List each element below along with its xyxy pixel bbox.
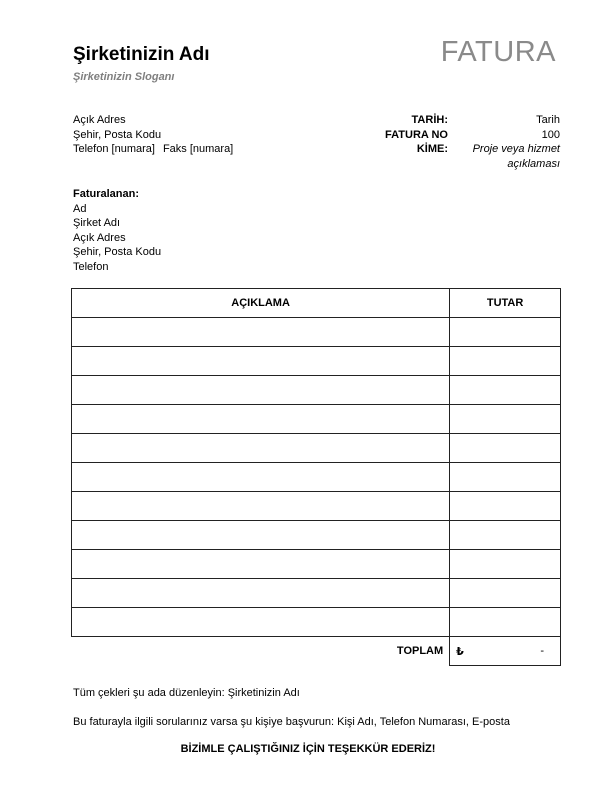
description-cell[interactable]: [72, 608, 450, 637]
invoice-no-label: FATURA NO: [385, 128, 448, 141]
amount-cell[interactable]: [450, 347, 561, 376]
amount-cell[interactable]: [450, 492, 561, 521]
table-row: [72, 318, 561, 347]
sender-city: Şehir, Posta Kodu: [73, 128, 162, 141]
meta-date-row: [360, 113, 560, 128]
description-cell[interactable]: [72, 463, 450, 492]
description-cell[interactable]: [72, 376, 450, 405]
sender-address-block: [73, 113, 233, 157]
meta-invoice-no-row: [360, 128, 560, 143]
checks-note: Tüm çekleri şu ada düzenleyin: Şirketinizin Adı: [73, 687, 300, 699]
bill-to-block: [73, 187, 161, 274]
description-cell[interactable]: [72, 492, 450, 521]
sender-contact: [73, 142, 233, 157]
description-cell[interactable]: [72, 550, 450, 579]
invoice-meta: [360, 113, 560, 171]
amount-cell[interactable]: [450, 608, 561, 637]
table-row: [72, 463, 561, 492]
items-table: [71, 288, 561, 666]
amount-cell[interactable]: [450, 434, 561, 463]
company-slogan: Şirketinizin Sloganı: [73, 71, 175, 83]
amount-cell[interactable]: [450, 376, 561, 405]
table-row: [72, 492, 561, 521]
table-row: [72, 347, 561, 376]
table-row: [72, 521, 561, 550]
description-cell[interactable]: [72, 521, 450, 550]
invoice-no-value: 100: [541, 128, 560, 141]
thank-you-message: BİZİMLE ÇALIŞTIĞINIZ İÇİN TEŞEKKÜR EDERİZ!: [180, 743, 436, 755]
amount-column-header: TUTAR: [450, 289, 561, 318]
company-name: Şirketinizin Adı: [73, 44, 210, 65]
description-cell[interactable]: [72, 579, 450, 608]
date-label: TARİH:: [411, 114, 448, 126]
description-cell[interactable]: [72, 434, 450, 463]
to-label: KİME:: [416, 143, 448, 155]
total-value: -: [540, 645, 544, 657]
amount-cell[interactable]: [450, 318, 561, 347]
sender-phone: Telefon [numara]: [73, 143, 155, 155]
meta-to-row: [360, 142, 560, 171]
to-value-line2: açıklaması: [507, 157, 560, 170]
document-title: FATURA: [440, 36, 556, 68]
bill-to-name: Ad: [73, 202, 87, 215]
table-row: [72, 405, 561, 434]
total-label: TOPLAM: [72, 637, 450, 666]
amount-cell[interactable]: [450, 521, 561, 550]
amount-cell[interactable]: [450, 463, 561, 492]
to-value-line1: Proje veya hizmet: [472, 143, 560, 155]
description-column-header: AÇIKLAMA: [72, 289, 450, 318]
currency-symbol: ₺: [456, 646, 464, 658]
total-row: [72, 637, 561, 666]
description-cell[interactable]: [72, 405, 450, 434]
bill-to-address: Açık Adres: [73, 231, 126, 244]
total-amount-cell[interactable]: [450, 637, 561, 666]
bill-to-phone: Telefon: [73, 260, 109, 273]
bill-to-company: Şirket Adı: [73, 217, 121, 229]
table-row: [72, 376, 561, 405]
description-cell[interactable]: [72, 347, 450, 376]
table-row: [72, 579, 561, 608]
amount-cell[interactable]: [450, 405, 561, 434]
date-value: Tarih: [536, 114, 560, 126]
bill-to-title: Faturalanan:: [73, 188, 140, 200]
to-value: [448, 142, 560, 171]
amount-cell[interactable]: [450, 579, 561, 608]
table-row: [72, 550, 561, 579]
bill-to-city: Şehir, Posta Kodu: [73, 246, 162, 258]
amount-cell[interactable]: [450, 550, 561, 579]
contact-note: Bu faturayla ilgili sorularınız varsa şu kişiye başvurun: Kişi Adı, Telefon Numarası, E-posta: [73, 716, 510, 728]
sender-fax: Faks [numara]: [162, 143, 234, 155]
table-row: [72, 608, 561, 637]
table-header-row: [72, 289, 561, 318]
table-row: [72, 434, 561, 463]
sender-street: Açık Adres: [73, 114, 126, 126]
description-cell[interactable]: [72, 318, 450, 347]
